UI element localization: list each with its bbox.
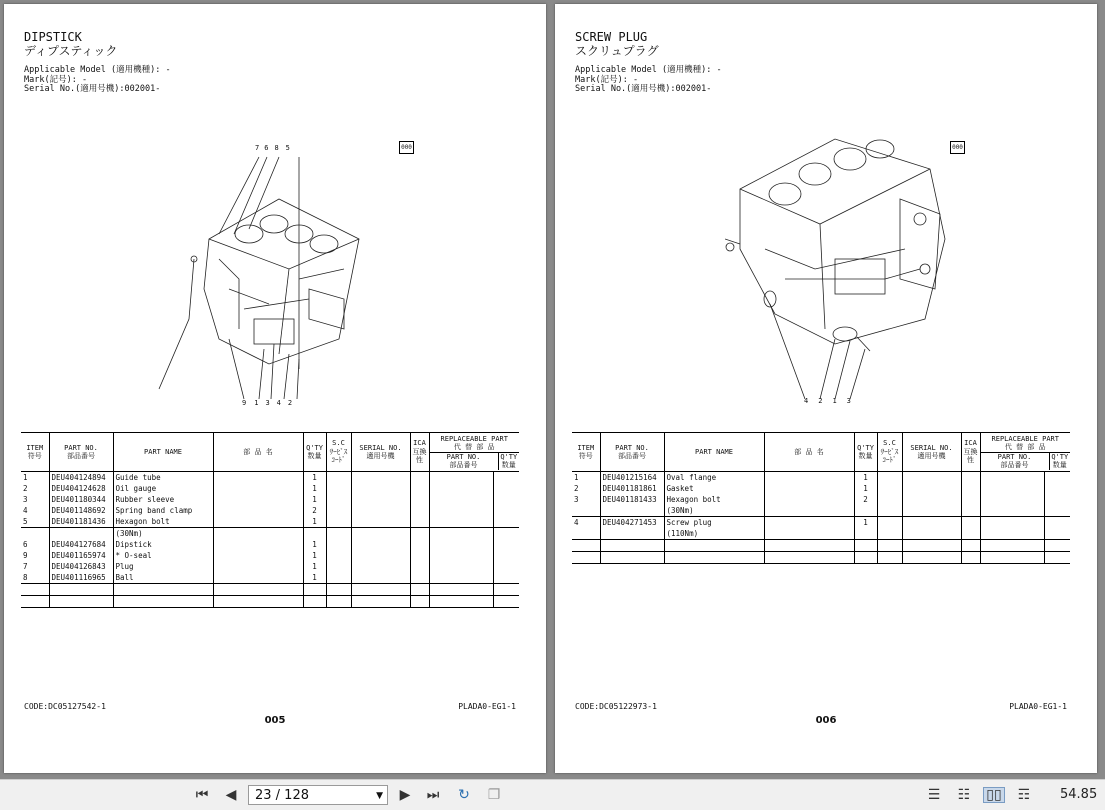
blank-cell xyxy=(600,540,664,552)
cell-item xyxy=(21,528,49,540)
col-replaceable: REPLACEABLE PART 代 替 部 品 PART NO. 部品番号 Q'TY 数量 xyxy=(980,433,1070,472)
cell-repl-qty xyxy=(1044,528,1070,540)
cell-part-name: Oval flange xyxy=(664,472,764,484)
blank-cell xyxy=(21,584,49,596)
callout-label: 9 xyxy=(242,399,247,407)
cell-part-no: DEU401215164 xyxy=(600,472,664,484)
cell-jp-name xyxy=(213,483,303,494)
cell-repl-qty xyxy=(493,483,519,494)
table-row xyxy=(21,516,519,528)
cell-repl-qty xyxy=(493,539,519,550)
rotate-icon[interactable]: ↻ xyxy=(458,787,470,803)
blank-cell xyxy=(572,552,600,564)
blank-row xyxy=(572,540,1070,552)
cell-part-no: DEU401181436 xyxy=(49,516,113,528)
cell-part-name: Hexagon bolt xyxy=(113,516,213,528)
cell-item: 6 xyxy=(23,540,28,549)
continuous-facing-view-icon[interactable]: ☶ xyxy=(1017,787,1031,803)
cell-qty: 1 xyxy=(303,572,326,584)
cell-repl-qty xyxy=(493,572,519,584)
table-header-row xyxy=(21,433,519,472)
blank-row xyxy=(21,584,519,596)
cell-part-name: Plug xyxy=(113,561,213,572)
cell-part-name: Screw plug xyxy=(664,517,764,529)
cell-serial xyxy=(351,516,410,528)
blank-cell xyxy=(854,540,877,552)
cell-sc xyxy=(326,561,351,572)
engine-block-drawing xyxy=(725,129,965,404)
cell-serial xyxy=(902,472,961,484)
cell-part-no: DEU401181433 xyxy=(600,494,664,505)
parts-table xyxy=(572,432,1070,564)
table-row xyxy=(21,550,519,561)
cell-qty: 2 xyxy=(854,494,877,505)
cell-repl-part-no xyxy=(429,516,493,528)
cell-ica xyxy=(410,572,429,584)
cell-jp-name xyxy=(213,561,303,572)
cell-jp-name xyxy=(213,505,303,516)
cell-item: 3 xyxy=(574,495,579,504)
zoom-level[interactable]: 54.85 xyxy=(1060,787,1098,802)
table-row xyxy=(21,528,519,540)
facing-view-icon[interactable]: ▯▯ xyxy=(983,787,1005,803)
cell-ica xyxy=(410,528,429,540)
blank-cell xyxy=(764,552,854,564)
blank-cell xyxy=(877,540,902,552)
cell-ica xyxy=(961,494,980,505)
meta-block xyxy=(575,66,722,95)
cell-part-no: DEU401148692 xyxy=(49,505,113,516)
cell-repl-part-no xyxy=(429,472,493,484)
cell-item: 4 xyxy=(574,518,579,527)
col-part-name: PART NAME xyxy=(664,433,764,472)
cell-repl-part-no xyxy=(429,572,493,584)
figure-id-box: 000 xyxy=(950,141,965,154)
col-serial: SERIAL NO. 適用号機 xyxy=(351,433,410,472)
ref-label: PLADA0-EG1-1 xyxy=(458,702,516,711)
col-serial: SERIAL NO. 適用号機 xyxy=(902,433,961,472)
blank-cell xyxy=(213,584,303,596)
col-part-no: PART NO. 部品番号 xyxy=(600,433,664,472)
blank-cell xyxy=(961,552,980,564)
blank-cell xyxy=(429,596,493,608)
cell-part-name: (30Nm) xyxy=(113,528,213,540)
blank-cell xyxy=(902,552,961,564)
col-ica: ICA 互換性 xyxy=(961,433,980,472)
cell-item: 2 xyxy=(574,484,579,493)
cell-part-no: DEU404271453 xyxy=(600,517,664,529)
cell-serial xyxy=(902,494,961,505)
meta-model: Applicable Model (適用機種): - xyxy=(24,65,171,75)
cell-ica xyxy=(410,472,429,484)
page-subtitle: スクリュプラグ xyxy=(575,44,659,58)
table-row xyxy=(572,472,1070,484)
callout-label: 4 xyxy=(276,399,281,407)
meta-block xyxy=(24,66,171,95)
cell-sc xyxy=(326,505,351,516)
blank-cell xyxy=(213,596,303,608)
first-page-icon[interactable]: ⏮ xyxy=(195,787,209,803)
cell-jp-name xyxy=(213,472,303,484)
col-item: ITEM 符号 xyxy=(572,433,600,472)
cell-repl-part-no xyxy=(429,539,493,550)
cell-serial xyxy=(351,550,410,561)
col-replaceable: REPLACEABLE PART 代 替 部 品 PART NO. 部品番号 Q'TY 数量 xyxy=(429,433,519,472)
cell-part-name: Ball xyxy=(113,572,213,584)
cell-part-no: DEU401116965 xyxy=(49,572,113,584)
cell-ica xyxy=(410,539,429,550)
cell-sc xyxy=(877,517,902,529)
callouts-bottom xyxy=(804,397,851,405)
blank-row xyxy=(572,552,1070,564)
cell-part-no xyxy=(600,505,664,517)
cell-repl-part-no xyxy=(429,528,493,540)
cell-repl-qty xyxy=(493,528,519,540)
cell-ica xyxy=(410,505,429,516)
cell-serial xyxy=(351,528,410,540)
cell-item: 4 xyxy=(23,506,28,515)
cell-ica xyxy=(410,494,429,505)
callout-label: 7 xyxy=(255,144,260,152)
cell-serial xyxy=(351,572,410,584)
cell-serial xyxy=(351,483,410,494)
parts-table xyxy=(21,432,519,608)
cell-part-no: DEU401181861 xyxy=(600,483,664,494)
ref-label: PLADA0-EG1-1 xyxy=(1009,702,1067,711)
page-number: 006 xyxy=(815,715,837,726)
cell-jp-name xyxy=(213,550,303,561)
single-page-view-icon[interactable]: ☰ xyxy=(927,787,941,803)
cell-item: 3 xyxy=(23,495,28,504)
cell-repl-part-no xyxy=(980,472,1044,484)
blank-cell xyxy=(600,552,664,564)
callout-label: 3 xyxy=(846,397,851,405)
cell-jp-name xyxy=(764,472,854,484)
cell-sc xyxy=(877,528,902,540)
blank-cell xyxy=(572,540,600,552)
previous-page-icon[interactable]: ◀ xyxy=(225,787,237,803)
page-005 xyxy=(4,4,546,773)
blank-cell xyxy=(326,596,351,608)
continuous-view-icon[interactable]: ☷ xyxy=(957,787,971,803)
cell-ica xyxy=(961,505,980,517)
blank-cell xyxy=(49,596,113,608)
cell-part-no: DEU404124628 xyxy=(49,483,113,494)
cell-serial xyxy=(351,561,410,572)
cell-ica xyxy=(410,483,429,494)
cell-part-name: Guide tube xyxy=(113,472,213,484)
cell-item xyxy=(572,528,600,540)
blank-cell xyxy=(493,584,519,596)
cell-qty: 2 xyxy=(303,505,326,516)
cell-jp-name xyxy=(764,528,854,540)
blank-cell xyxy=(1044,540,1070,552)
cell-sc xyxy=(326,539,351,550)
cell-ica xyxy=(410,561,429,572)
viewer-toolbar xyxy=(0,779,1105,810)
cell-qty: 1 xyxy=(303,494,326,505)
copy-icon[interactable]: ❐ xyxy=(487,787,501,803)
col-qty: Q'TY 数量 xyxy=(303,433,326,472)
cell-repl-part-no xyxy=(980,517,1044,529)
cell-sc xyxy=(326,528,351,540)
cell-part-name: Spring band clamp xyxy=(113,505,213,516)
cell-repl-part-no xyxy=(429,494,493,505)
cell-repl-qty xyxy=(1044,505,1070,517)
cell-item: 8 xyxy=(21,572,49,584)
col-jp-name: 部 品 名 xyxy=(764,433,854,472)
cell-sc xyxy=(326,494,351,505)
page-number: 005 xyxy=(264,715,286,726)
cell-sc xyxy=(326,516,351,528)
blank-cell xyxy=(303,596,326,608)
blank-cell xyxy=(664,552,764,564)
col-qty: Q'TY 数量 xyxy=(854,433,877,472)
blank-cell xyxy=(326,584,351,596)
table-row xyxy=(572,528,1070,540)
callout-label: 1 xyxy=(254,399,259,407)
cell-sc xyxy=(877,483,902,494)
cell-jp-name xyxy=(764,483,854,494)
cell-serial xyxy=(351,494,410,505)
cell-sc xyxy=(326,472,351,484)
cell-jp-name xyxy=(764,505,854,517)
callouts-top xyxy=(255,144,290,152)
page-number-input[interactable]: 23 / 128 ▼ xyxy=(248,785,388,805)
cell-ica xyxy=(961,528,980,540)
page-006 xyxy=(555,4,1097,773)
cell-serial xyxy=(902,517,961,529)
meta-mark: Mark(記号): - xyxy=(575,74,639,85)
blank-row xyxy=(21,596,519,608)
cell-jp-name xyxy=(213,516,303,528)
page-title: SCREW PLUG xyxy=(575,30,648,44)
figure-id-box: 000 xyxy=(399,141,414,154)
cell-repl-qty xyxy=(493,550,519,561)
meta-mark: Mark(記号): - xyxy=(24,74,88,85)
cell-item xyxy=(572,505,600,517)
cell-qty: 1 xyxy=(854,472,877,484)
cell-qty: 1 xyxy=(854,517,877,529)
cell-repl-part-no xyxy=(980,505,1044,517)
cell-repl-qty xyxy=(493,505,519,516)
blank-cell xyxy=(764,540,854,552)
callouts-bottom xyxy=(242,399,292,407)
col-part-no: PART NO. 部品番号 xyxy=(49,433,113,472)
cell-item: 1 xyxy=(574,473,579,482)
blank-cell xyxy=(113,584,213,596)
last-page-icon[interactable]: ⏭ xyxy=(426,787,440,803)
cell-sc xyxy=(877,505,902,517)
col-sc: S.C ｻｰﾋﾞｽ ｺｰﾄﾞ xyxy=(877,433,902,472)
table-row xyxy=(572,494,1070,505)
page-subtitle: ディプスティック xyxy=(24,44,118,58)
blank-cell xyxy=(410,596,429,608)
blank-cell xyxy=(429,584,493,596)
cell-part-no: DEU401165974 xyxy=(49,550,113,561)
cell-sc xyxy=(326,483,351,494)
cell-ica xyxy=(961,483,980,494)
blank-cell xyxy=(980,540,1044,552)
meta-serial: Serial No.(適用号機):002001- xyxy=(575,84,712,94)
cell-sc xyxy=(877,494,902,505)
cell-repl-part-no xyxy=(429,505,493,516)
cell-serial xyxy=(902,505,961,517)
cell-repl-qty xyxy=(493,472,519,484)
cell-ica xyxy=(961,517,980,529)
cell-part-no: DEU401180344 xyxy=(49,494,113,505)
blank-cell xyxy=(493,596,519,608)
table-row xyxy=(572,483,1070,494)
blank-cell xyxy=(877,552,902,564)
cell-serial xyxy=(902,528,961,540)
blank-cell xyxy=(113,596,213,608)
cell-jp-name xyxy=(764,494,854,505)
cell-repl-part-no xyxy=(980,483,1044,494)
cell-jp-name xyxy=(213,572,303,584)
cell-serial xyxy=(902,483,961,494)
table-row xyxy=(21,472,519,484)
cell-part-no: DEU404127684 xyxy=(49,539,113,550)
page-title: DIPSTICK xyxy=(24,30,82,44)
col-sc: S.C ｻｰﾋﾞｽ ｺｰﾄﾞ xyxy=(326,433,351,472)
cell-part-no xyxy=(49,528,113,540)
cell-qty xyxy=(854,528,877,540)
cell-part-no: DEU404124894 xyxy=(49,472,113,484)
table-row xyxy=(21,494,519,505)
cell-repl-qty xyxy=(493,561,519,572)
cell-serial xyxy=(351,472,410,484)
cell-part-no: DEU404126843 xyxy=(49,561,113,572)
callout-label: 4 xyxy=(804,397,809,405)
table-header-row xyxy=(572,433,1070,472)
blank-cell xyxy=(410,584,429,596)
cell-sc xyxy=(877,472,902,484)
cell-part-name: Rubber sleeve xyxy=(113,494,213,505)
blank-cell xyxy=(21,596,49,608)
cell-qty: 1 xyxy=(303,539,326,550)
code-label: CODE:DC05122973-1 xyxy=(575,702,657,711)
table-row xyxy=(21,505,519,516)
cell-jp-name xyxy=(213,528,303,540)
cell-qty: 1 xyxy=(303,516,326,528)
cell-repl-part-no xyxy=(429,561,493,572)
cell-jp-name xyxy=(213,494,303,505)
blank-cell xyxy=(49,584,113,596)
meta-model: Applicable Model (適用機種): - xyxy=(575,65,722,75)
cell-serial xyxy=(351,505,410,516)
cell-qty: 1 xyxy=(303,561,326,572)
cell-repl-part-no xyxy=(429,550,493,561)
cell-qty: 1 xyxy=(854,483,877,494)
blank-cell xyxy=(902,540,961,552)
col-jp-name: 部 品 名 xyxy=(213,433,303,472)
cell-part-name: Oil gauge xyxy=(113,483,213,494)
table-row xyxy=(21,572,519,584)
cell-ica xyxy=(410,516,429,528)
table-row xyxy=(572,517,1070,529)
cell-qty: 1 xyxy=(303,483,326,494)
cell-ica xyxy=(410,550,429,561)
cell-part-name: Hexagon bolt xyxy=(664,494,764,505)
engine-block-drawing xyxy=(149,139,369,409)
cell-part-name: Gasket xyxy=(664,483,764,494)
blank-cell xyxy=(854,552,877,564)
cell-sc xyxy=(326,572,351,584)
cell-repl-qty xyxy=(1044,472,1070,484)
cell-item: 7 xyxy=(23,562,28,571)
cell-qty: 1 xyxy=(303,550,326,561)
cell-qty xyxy=(854,505,877,517)
col-ica: ICA 互換性 xyxy=(410,433,429,472)
blank-cell xyxy=(351,584,410,596)
col-part-name: PART NAME xyxy=(113,433,213,472)
cell-repl-qty xyxy=(1044,494,1070,505)
cell-part-name: Dipstick xyxy=(113,539,213,550)
chevron-down-icon[interactable]: ▼ xyxy=(376,791,383,801)
cell-part-name: (30Nm) xyxy=(664,505,764,517)
table-row xyxy=(21,539,519,550)
cell-repl-part-no xyxy=(980,528,1044,540)
next-page-icon[interactable]: ▶ xyxy=(399,787,411,803)
blank-cell xyxy=(961,540,980,552)
cell-repl-part-no xyxy=(429,483,493,494)
cell-sc xyxy=(326,550,351,561)
code-label: CODE:DC05127542-1 xyxy=(24,702,106,711)
cell-repl-qty xyxy=(493,494,519,505)
cell-item: 1 xyxy=(23,473,28,482)
cell-jp-name xyxy=(213,539,303,550)
callout-label: 8 xyxy=(274,144,279,152)
cell-qty: 1 xyxy=(303,472,326,484)
cell-part-name: * O-seal xyxy=(113,550,213,561)
table-row xyxy=(572,505,1070,517)
cell-item: 5 xyxy=(21,516,49,528)
cell-jp-name xyxy=(764,517,854,529)
cell-repl-part-no xyxy=(980,494,1044,505)
blank-cell xyxy=(1044,552,1070,564)
cell-repl-qty xyxy=(1044,517,1070,529)
cell-item: 2 xyxy=(23,484,28,493)
cell-part-name: (110Nm) xyxy=(664,528,764,540)
cell-qty xyxy=(303,528,326,540)
cell-item: 9 xyxy=(23,551,28,560)
table-row xyxy=(21,483,519,494)
blank-cell xyxy=(351,596,410,608)
cell-part-no xyxy=(600,528,664,540)
callout-label: 2 xyxy=(287,399,293,407)
blank-cell xyxy=(664,540,764,552)
callout-label: 6 xyxy=(264,144,269,152)
cell-serial xyxy=(351,539,410,550)
callout-label: 1 xyxy=(832,397,837,405)
callout-label: 5 xyxy=(285,144,290,152)
callout-label: 3 xyxy=(265,399,270,407)
col-item: ITEM 符号 xyxy=(21,433,49,472)
blank-cell xyxy=(303,584,326,596)
cell-ica xyxy=(961,472,980,484)
blank-cell xyxy=(980,552,1044,564)
callout-label: 2 xyxy=(818,397,823,405)
cell-repl-qty xyxy=(493,516,519,528)
cell-repl-qty xyxy=(1044,483,1070,494)
table-row xyxy=(21,561,519,572)
meta-serial: Serial No.(適用号機):002001- xyxy=(24,84,161,94)
